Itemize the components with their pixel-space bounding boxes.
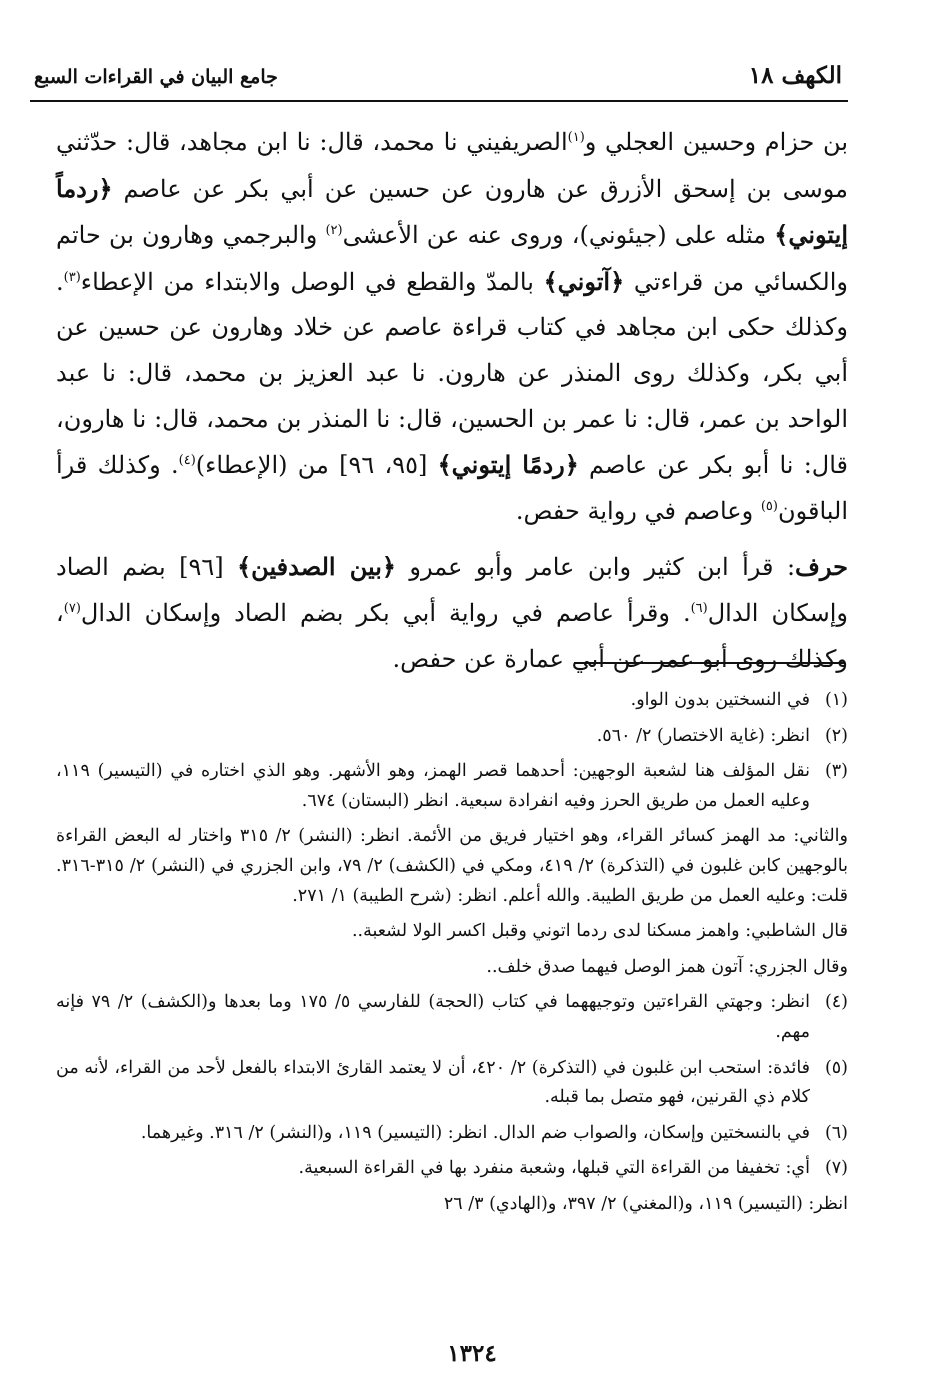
surah-page-label: الكهف ١٨ (748, 62, 842, 89)
footnote-3-continuation: والثاني: مد الهمز كسائر القراء، وهو اختيار فريق من الأئمة. انظر: (النشر) ٢/ ٣١٥ واختار له البعض القراءة بالوجهين كابن غلبون في (التذكرة) ٢/ ٤١٩، ومكي في (الكشف) ٢/ ٧٩، وابن الجزري في (النشر) ٢/ ٣١٥-٣١٦. قلت: وعليه العمل من طريق الطيبة. والله أعلم. انظر: (شرح الطيبة) ١/ ٢٧١. (56, 826, 848, 906)
footnote-number: (٤) (824, 992, 848, 1013)
quran-quote: ﴿بين الصدفين﴾ (237, 552, 396, 582)
footnote-text: في النسختين بدون الواو. (630, 690, 810, 710)
text-segment: . وكذلك قرأ الباقون (56, 451, 848, 525)
text-segment: . وكذلك حكى ابن مجاهد في كتاب قراءة عاصم عن خلاد وهارون عن حسين عن أبي بكر، وكذلك روى المنذر عن هارون. نا عبد العزيز بن محمد، قال: نا عبد الواحد بن عمر، قال: نا عمر بن الحسين، قال: نا المنذر بن محمد، قال: نا هارون، قال: نا أبو بكر عن عاصم (56, 267, 849, 480)
footnote-ref-7: (٧) (63, 600, 81, 616)
shatibi-verse: قال الشاطبي: واهمز مسكنا لدى ردما اتوني وقبل اكسر الولا لشعبة.. (351, 921, 848, 942)
footnote-text: فائدة: استحب ابن غلبون في (التذكرة) ٢/ ٤٢٠، أن لا يعتمد القارئ الابتداء بالفعل لأحد من القراء، لأنه من كلام ذي القرنين، فهو متصل بما قبله. (56, 1057, 811, 1108)
text-segment: الصريفيني نا محمد، قال: نا ابن مجاهد، قال: حدّثني موسى بن إسحق الأزرق عن هارون عن حسين عن أبي بكر عن عاصم (56, 128, 848, 203)
footnote-1 (56, 686, 848, 716)
text-segment: [٩٦] بضم الصاد وإسكان الدال (56, 553, 848, 627)
footnote-text: انظر: (غاية الاختصار) ٢/ ٥٦٠. (596, 725, 810, 746)
footnote-ref-1: (١) (567, 130, 585, 145)
footnote-number: (٢) (824, 725, 848, 746)
footnote-ref-2: (٢) (325, 223, 343, 239)
footnote-ref-6: (٦) (690, 600, 708, 616)
page-number: ١٣٢٤ (447, 1340, 497, 1367)
footnote-number: (٥) (824, 1057, 848, 1078)
footnote-text: انظر: وجهتي القراءتين وتوجيههما في كتاب (الحجة) للفارسي ٥/ ١٧٥ وما بعدها و(الكشف) ٢/ ٧٩ فإنه مهم. (56, 992, 811, 1042)
footnote-text: في بالنسختين وإسكان، والصواب ضم الدال. انظر: (التيسير) ١١٩، و(النشر) ٢/ ٣١٦. وغيرهما. (140, 1122, 810, 1143)
footnote-text: نقل المؤلف هنا لشعبة الوجهين: أحدهما قصر الهمز، وهو الأشهر. وهو الذي اختاره في (التيسير) ١١٩، وعليه العمل من طريق الحرز وفيه انفرادة سبعية. انظر (البستان) ٦٧٤. (56, 761, 810, 811)
footnote-ref-4: (٤) (178, 453, 196, 469)
footnote-3 (56, 757, 848, 816)
footnote-ref-5: (٥) (760, 498, 778, 514)
footnote-ref-3: (٣) (63, 269, 81, 285)
footnote-divider (574, 662, 844, 664)
running-header (30, 52, 848, 102)
footnote-number: (١) (824, 690, 848, 710)
footnote-5 (56, 1054, 848, 1113)
text-segment: بن حزام وحسين العجلي و (584, 128, 848, 156)
paragraph-1 (56, 120, 848, 534)
main-text (56, 120, 848, 682)
quran-quote: ﴿ردمًا إيتوني﴾ (437, 450, 579, 480)
footnotes (56, 686, 848, 1226)
text-segment: : قرأ ابن كثير وابن عامر وأبو عمرو (395, 553, 796, 582)
text-segment: مثله على (جيئوني)، وروى عنه عن الأعشى (342, 221, 775, 250)
quran-quote: ﴿آتوني﴾ (543, 266, 625, 296)
footnote-number: (٣) (824, 761, 848, 782)
text-segment: ، وكذلك روى أبو عمر عن أبي عمارة عن حفص. (56, 598, 848, 673)
jazari-verse: وقال الجزري: آتون همز الوصل فيهما صدق خلف.. (486, 956, 848, 977)
footnote-text: أي: تخفيفا من القراءة التي قبلها، وشعبة منفرد بها في القراءة السبعية. (298, 1158, 810, 1179)
footnote-6 (56, 1119, 848, 1149)
footnote-7 (56, 1154, 848, 1184)
footnote-4 (56, 988, 848, 1047)
text-segment: [٩٥، ٩٦] من (الإعطاء) (195, 451, 438, 480)
footnote-7-continuation: انظر: (التيسير) ١١٩، و(المغني) ٢/ ٣٩٧، و(الهادي) ٣/ ٢٦ (443, 1193, 848, 1214)
footnote-number: (٦) (824, 1122, 848, 1143)
text-segment: والبرجمي وهارون بن حاتم والكسائي من قراءتي (56, 221, 849, 296)
quran-quote: ﴿ردماً إيتوني﴾ (56, 173, 848, 250)
text-segment: . وقرأ عاصم في رواية أبي بكر بضم الصاد وإسكان الدال (80, 598, 691, 627)
footnote-number: (٧) (824, 1158, 848, 1179)
footnote-2 (56, 722, 848, 752)
section-keyword: حرف (795, 552, 848, 582)
text-segment: وعاصم في رواية حفص. (515, 496, 761, 525)
text-segment: بالمدّ والقطع في الوصل والابتداء من الإعطاء (80, 267, 544, 296)
book-title: جامع البيان في القراءات السبع (34, 66, 278, 88)
